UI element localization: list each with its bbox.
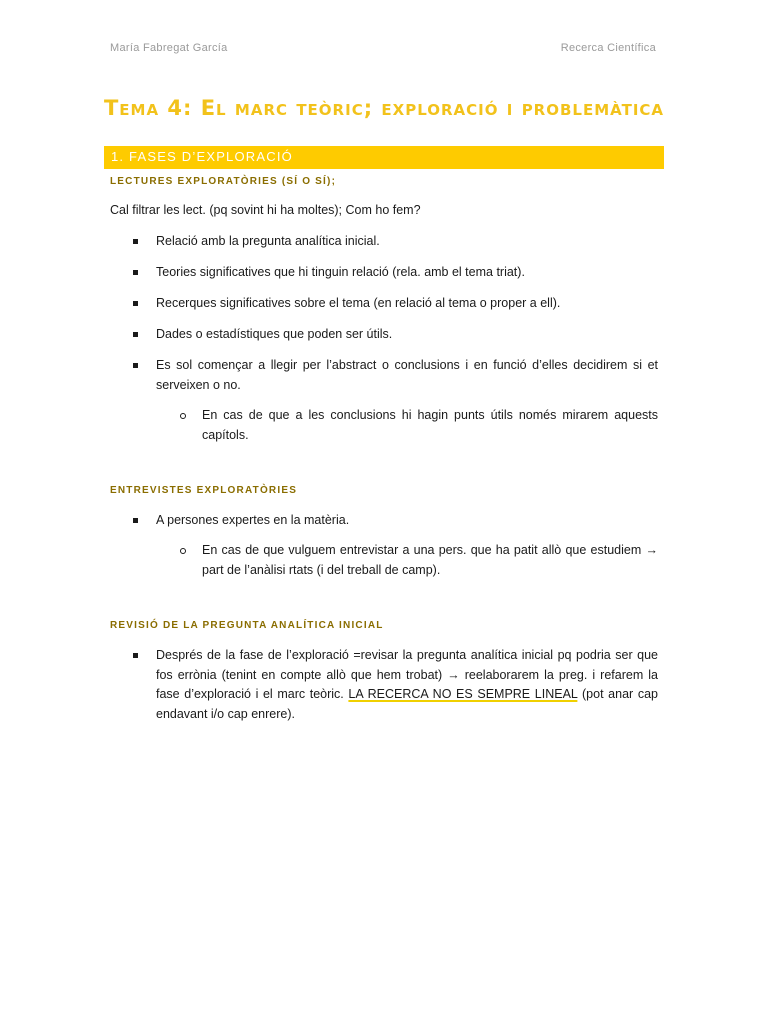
list-item: Recerques significatives sobre el tema (en relació al tema o proper a ell).	[156, 296, 561, 310]
highlighted-text: LA RECERCA NO ES SEMPRE LINEAL	[348, 687, 578, 701]
list-item: Dades o estadístiques que poden ser útils.	[156, 327, 393, 341]
bullet-circle-icon	[180, 548, 186, 554]
sub-list-item: En cas de que a les conclusions hi hagin punts útils només mirarem aquests capítols.	[202, 408, 658, 442]
header-author: María Fabregat García	[110, 42, 228, 54]
subheading-entrevistes: ENTREVISTES EXPLORATÒRIES	[110, 485, 298, 496]
bullet-square-icon	[133, 653, 138, 658]
bullet-square-icon	[133, 332, 138, 337]
bullet-square-icon	[133, 363, 138, 368]
list-item	[156, 646, 658, 724]
bullet-square-icon	[133, 270, 138, 275]
intro-paragraph: Cal filtrar les lect. (pq sovint hi ha moltes); Com ho fem?	[110, 203, 421, 217]
list-item: A persones expertes en la matèria.	[156, 513, 350, 527]
bullet-square-icon	[133, 518, 138, 523]
subheading-revisio: REVISIÓ DE LA PREGUNTA ANALÍTICA INICIAL	[110, 620, 384, 631]
subheading-lectures: LECTURES EXPLORATÒRIES (SÍ O SÍ);	[110, 176, 337, 187]
bullet-square-icon	[133, 301, 138, 306]
sub-list-item: En cas de que vulguem entrevistar a una pers. que ha patit allò que estudiem → part de l’anàlisi rtats (i del treball de camp).	[202, 543, 658, 577]
header-subject: Recerca Científica	[560, 42, 656, 54]
bullet-circle-icon	[180, 413, 186, 419]
section-heading-bar: 1. FASES D’EXPLORACIÓ	[104, 146, 664, 169]
document-title: Tema 4: El marc teòric; exploració i problemàtica	[103, 96, 665, 120]
revisio-text-part2: (pot anar cap endavant i/o cap enrere).	[156, 687, 658, 721]
bullet-square-icon	[133, 239, 138, 244]
list-item: Relació amb la pregunta analítica inicial.	[156, 234, 380, 248]
revisio-text-part1: Després de la fase de l’exploració =revisar la pregunta analítica inicial pq podria ser que fos errònia (tenint en compte allò que hem trobat) → reelaborarem la preg. i refarem la fase d’exploració i el marc teòric.	[156, 648, 658, 701]
list-item: Teories significatives que hi tinguin relació (rela. amb el tema triat).	[156, 265, 525, 279]
list-item: Es sol començar a llegir per l’abstract o conclusions i en funció d’elles decidirem si et serveixen o no.	[156, 358, 658, 392]
